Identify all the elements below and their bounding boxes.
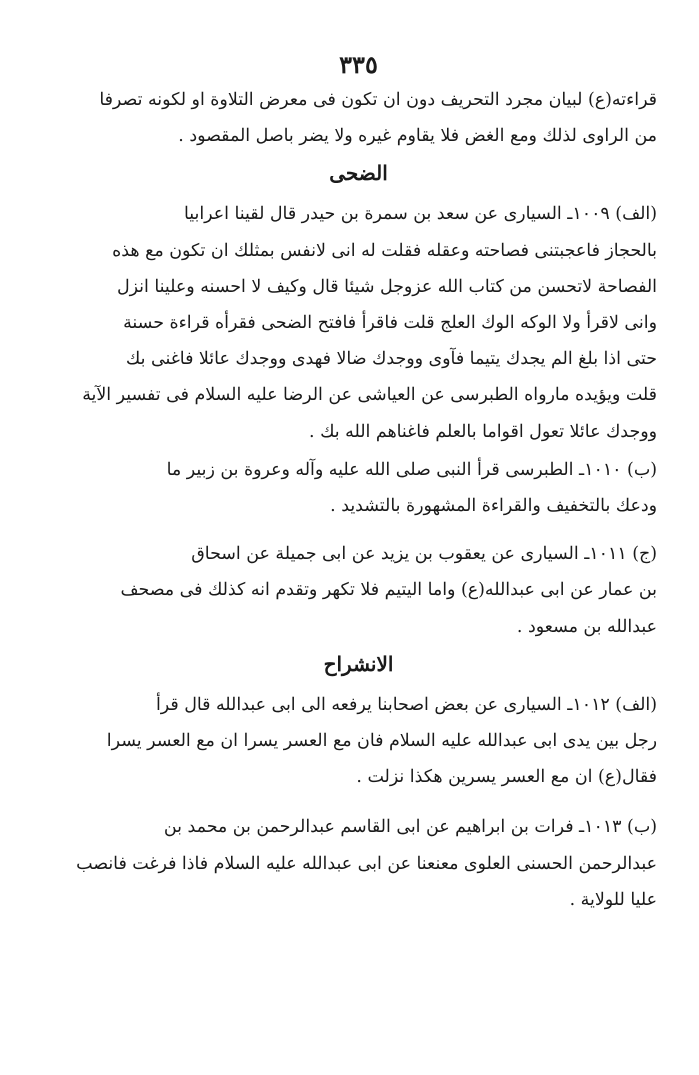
section-heading-duha: الضحى [329, 161, 388, 186]
text-line: (الف) ١٠١٢ـ السيارى عن بعض اصحابنا يرفعه الى ابى عبدالله قال قرأ [155, 694, 657, 715]
entry-1011 [60, 536, 657, 645]
text-line: ودعك بالتخفيف والقراءة المشهورة بالتشديد . [330, 496, 657, 517]
text-line: (ج) ١٠١١ـ السيارى عن يعقوب بن يزيد عن ابى جميلة عن اسحاق [191, 544, 657, 565]
text-line: فقال(ع) ان مع العسر يسرين هكذا نزلت . [356, 767, 657, 788]
text-line: (الف) ١٠٠٩ـ السيارى عن سعد بن سمرة بن حيدر قال لقينا اعرابيا [183, 204, 657, 225]
intro-paragraph [60, 82, 657, 154]
text-line: الفصاحة لاتحسن من كتاب الله عزوجل شيئا قال وكيف لا احسنه وعلينا انزل [116, 276, 657, 297]
page-number: ٣٣٥ [339, 50, 378, 79]
section-heading-inshirah: الانشراح [323, 651, 394, 676]
entry-1009 [60, 196, 657, 449]
text-line: (ب) ١٠١٠ـ الطبرسى قرأ النبى صلى الله عليه وآله وعروة بن زبير ما [166, 459, 657, 480]
text-line: قلت ويؤيده مارواه الطبرسى عن العياشى عن الرضا عليه السلام فى تفسير الآية [82, 385, 657, 406]
text-line: قراءته(ع) لبيان مجرد التحريف دون ان تكون فى معرض التلاوة او لكونه تصرفا [99, 90, 657, 110]
text-line: عبدالله بن مسعود . [516, 616, 657, 637]
text-line: عبدالرحمن الحسنى العلوى معنعنا عن ابى عبدالله عليه السلام فاذا فرغت فانصب [76, 853, 657, 874]
text-line: بالحجاز فاعجبتنى فصاحته وعقله فقلت له انى لانفس بمثلك ان تكون مع هذه [112, 240, 657, 261]
text-line: رجل بين يدى ابى عبدالله عليه السلام فان مع العسر يسرا ان مع العسر يسرا [106, 731, 657, 752]
text-line: (ب) ١٠١٣ـ فرات بن ابراهيم عن ابى القاسم عبدالرحمن بن محمد بن [163, 817, 657, 838]
entry-1013 [60, 809, 657, 918]
text-line: بن عمار عن ابى عبدالله(ع) واما اليتيم فلا تكهر وتقدم انه كذلك فى مصحف [120, 580, 657, 601]
text-line: وانى لاقرأ ولا الوكه الوك العلج قلت فاقرأ فافتح الضحى فقرأه قراءة حسنة [123, 313, 657, 334]
entry-1012 [60, 687, 657, 796]
text-line: عليا للولاية . [569, 889, 657, 910]
entry-1010 [60, 452, 657, 524]
text-line: حتى اذا بلغ الم يجدك يتيما فآوى ووجدك ضالا فهدى ووجدك عائلا فاغنى بك [125, 349, 657, 370]
text-line: من الراوى لذلك ومع الغض فلا يقاوم غيره ولا يضر باصل المقصود . [178, 126, 657, 147]
text-line: ووجدك عائلا تعول اقواما بالعلم فاغناهم الله بك . [309, 421, 657, 442]
